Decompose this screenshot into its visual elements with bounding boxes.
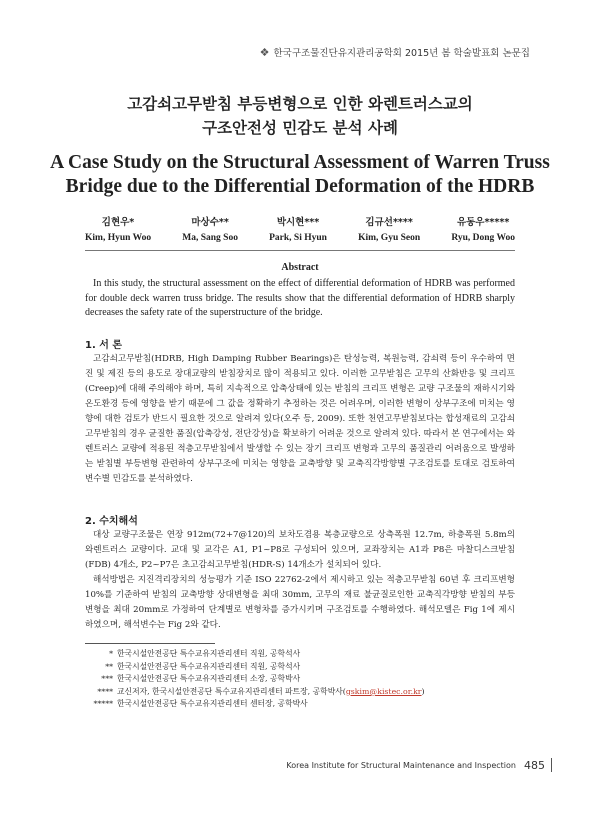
author-name-korean: 김규선****: [365, 217, 413, 228]
footnote-mark: ****: [97, 686, 113, 696]
email-link[interactable]: gskim@kistec.or.kr: [345, 686, 422, 696]
author-3: [269, 215, 327, 246]
footnote: [85, 686, 515, 699]
footnote: [85, 673, 515, 686]
paragraph: 고감쇠고무받침(HDRB, High Damping Rubber Bearings)은 탄성능력, 복원능력, 감쇠력 등이 우수하여 면진 및 제진 등의 용도로 장대교량의 받침장치로 많이 적용되고 있다. 이러한 고무받침은 고무의 산화반응 및 크리프(Creep)에 대해 주의해야 하며, 특히 지속적으로 압축상태에 있는 받침의 크리프 변형은 교량 구조물의 재하시기와 온도환경 등에 영향을 받기 때문에 그 값을 정확하기 추정하는 것은 어려우며, 이러한 변형이 상부구조에 미치는 영향에 대한 검토가 반드시 필요한 것으로 알려져 있다(오주 등, 2009). 또한 천연고무받침보다는 합성재료의 고감쇠고무받침의 경우 균질한 품질(압축강성, 전단강성)을 확보하기 어려운 것으로 알려져 있다. 따라서 본 연구에서는 와렌트러스 교량에 적용된 적층고무받침에서 발생할 수 있는 장기 크리프 변형과 고무의 품질관리 어려움으로 발생하는 받침별 부등변형 관련하여 상부구조에 미치는 영향을 교축방향 및 교축직각방향별 구조검토를 토대로 검토하여 변수별 민감도를 분석하였다.: [85, 354, 515, 484]
author-list: [85, 215, 515, 246]
title-english-line-1: A Case Study on the Structural Assessment of Warren Truss: [50, 152, 550, 173]
footnote-text: 한국시설안전공단 특수교유지관리센터 직원, 공학석사: [117, 661, 301, 671]
footnotes: [85, 648, 515, 711]
footnote-mark: ***: [101, 674, 113, 684]
author-name-korean: 김현우*: [101, 217, 135, 228]
abstract-heading: Abstract: [281, 262, 319, 273]
footnote: [85, 698, 515, 711]
author-name-english: Ryu, Dong Woo: [451, 233, 515, 243]
abstract-body: In this study, the structural assessment on the effect of differential deformation of HDRB was performed for double deck warren truss bridge. The results show that the differential deformation of HDRB sharply decreases the safety rate of the superstructure of the bridge.: [85, 278, 515, 318]
author-name-korean: 박시현***: [276, 217, 320, 228]
author-name-english: Kim, Hyun Woo: [85, 233, 152, 243]
footnote-text: 한국시설안전공단 특수교유지관리센터 소장, 공학박사: [117, 674, 301, 684]
footnote-text: 한국시설안전공단 특수교유지관리센터 센터장, 공학박사: [117, 699, 308, 709]
footer-bar: [551, 758, 552, 772]
footnote-text: [117, 686, 425, 699]
author-name-korean: 마상수**: [191, 217, 229, 228]
footer-organization: Korea Institute for Structural Maintenance and Inspection: [286, 760, 516, 770]
footnote-mark: **: [105, 661, 113, 671]
section-body-introduction: [85, 352, 515, 487]
section-heading-introduction: 1. 서 론: [85, 340, 123, 351]
title-korean-line-1: 고감쇠고무받침 부등변형으로 인한 와렌트러스교의: [127, 95, 473, 113]
author-name-english: Park, Si Hyun: [269, 233, 327, 243]
decorative-mark-icon: ❖: [259, 45, 270, 59]
section-body-numerical-analysis: [85, 528, 515, 633]
section-heading-numerical-analysis: 2. 수치해석: [85, 516, 138, 527]
footnote: [85, 648, 515, 661]
author-1: [85, 215, 151, 246]
author-name-korean: 유동우*****: [456, 217, 510, 228]
footnote-mark: *: [109, 649, 113, 658]
author-4: [358, 215, 420, 246]
page-number: 485: [524, 758, 545, 772]
footnote-text: 한국시설안전공단 특수교유지관리센터 직원, 공학석사: [117, 649, 301, 658]
footnote: [85, 661, 515, 674]
abstract-divider: [85, 250, 515, 251]
title-english-line-2: Bridge due to the Differential Deformation of the HDRB: [65, 176, 535, 197]
paragraph: 해석방법은 지진격리장치의 성능평가 기준 ISO 22762-2에서 제시하고 있는 적층고무받침 60년 후 크리프변형 10%를 기준하여 받침의 교축방향 상대변형을 최대 30mm, 고무의 재료 불균질로인한 교축직각방향 받침의 부등변형을 최대 20mm로 가정하여 단계별로 변형차를 증가시키며 구조검토를 수행하였다. 해석모델은 Fig 1에 제시하였으며, 해석변수는 Fig 2와 같다.: [85, 575, 515, 630]
footnote-divider: [85, 643, 215, 644]
page-footer: [286, 758, 552, 772]
running-header: [260, 45, 530, 59]
footnote-text-after: ): [421, 686, 425, 696]
footnote-mark: *****: [93, 699, 113, 709]
author-5: [451, 215, 515, 246]
footnote-text-main: 교신저자, 한국시설안전공단 특수교유지관리센터 파트장, 공학박사(: [117, 686, 346, 696]
title-korean-line-2: 구조안전성 민감도 분석 사례: [202, 119, 398, 137]
author-2: [182, 215, 238, 246]
author-name-english: Kim, Gyu Seon: [358, 233, 421, 243]
header-text: 한국구조물진단유지관리공학회 2015년 봄 학술발표회 논문집: [273, 48, 530, 59]
paragraph: 대상 교량구조물은 연장 912m(72+7@120)의 보차도겸용 복층교량으로 상측폭원 12.7m, 하층폭원 5.8m의 와렌트러스 교량이다. 교대 및 교각은 A1, P1~P8로 구성되어 있으며, 교좌장치는 A1과 P8은 마찰디스크받침(FDB) 4개소, P2~P7은 초고감쇠고무받침(HDR-S) 14개소가 설치되어 있다.: [85, 530, 515, 570]
author-name-english: Ma, Sang Soo: [182, 233, 238, 243]
